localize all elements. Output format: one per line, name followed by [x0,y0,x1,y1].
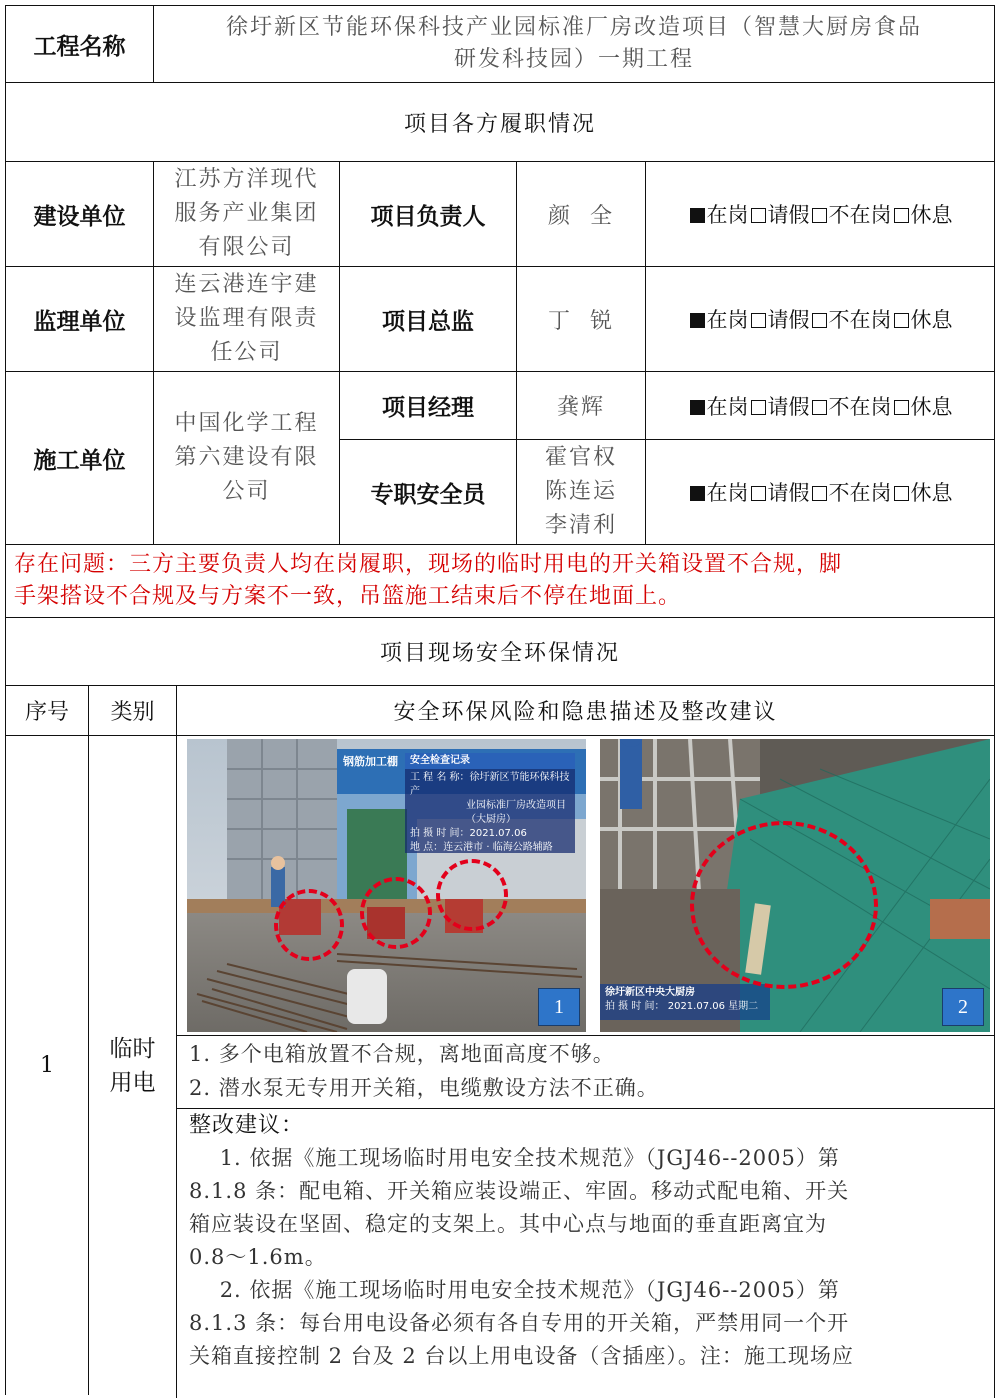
construction-unit-name [153,161,340,267]
stamp-project-label: 工 程 名 称： [410,772,470,783]
status-option: 在岗 [706,203,749,227]
supervision-unit-name-line: 连云港连宇建 [174,272,319,297]
construction-unit-name-line: 有限公司 [198,235,295,260]
safety-person: 李清利 [544,513,617,538]
construction-unit-name-line: 服务产业集团 [174,201,319,226]
checked-box-icon [690,208,705,223]
header-no: 序号 [5,685,89,736]
construction-status [645,161,995,267]
unchecked-box-icon [894,208,909,223]
photo-1-sign: 钢筋加工棚 [343,755,398,768]
project-name-line1: 徐圩新区节能环保科技产业园标准厂房改造项目（智慧大厨房食品 [225,15,922,40]
site-photo-2 [600,739,990,1032]
issue-line: 2. 潜水泵无专用开关箱，电缆敷设方法不正确。 [189,1076,659,1100]
status-option: 请假 [767,394,810,419]
photo-2-stamp [600,984,770,1020]
issue-line: 1. 多个电箱放置不合规，离地面高度不够。 [189,1042,615,1066]
contractor-unit-name [153,371,340,545]
problems-line: 手架搭设不合规及与方案不一致，吊篮施工结束后不停在地面上。 [14,584,682,609]
construction-unit-name-line: 江苏方洋现代 [174,167,319,192]
hazard-circle [274,889,344,961]
construction-unit-label: 建设单位 [5,161,154,267]
stamp-place-value: 连云港市 · 临海公路辅路 [443,842,553,853]
unchecked-box-icon [812,313,827,328]
unchecked-box-icon [894,400,909,415]
supervision-unit-name [153,266,340,372]
status-option: 在岗 [706,481,749,505]
construction-person: 颜 全 [516,161,646,267]
supervision-unit-name-line: 设监理有限责 [174,306,319,331]
hazard-circle [436,859,508,931]
checked-box-icon [690,313,705,328]
project-name-label: 工程名称 [5,5,154,83]
stamp-time: 拍 摄 时 间： 2021.07.06 星期二 [605,1001,759,1012]
stamp-project [410,771,570,799]
photo-1-number-tag: 1 [538,988,580,1026]
safety-person: 霍官权 [544,445,617,470]
project-name-line2: 研发科技园）一期工程 [453,47,694,72]
hazard-circle [690,821,878,989]
supervision-status [645,266,995,372]
advice-line: 2. 依据《施工现场临时用电安全技术规范》（JGJ46--2005）第 [189,1278,840,1302]
unchecked-box-icon [751,208,766,223]
problems-line: 存在问题：三方主要负责人均在岗履职，现场的临时用电的开关箱设置不合规，脚 [14,552,843,577]
contractor-safety-role: 专职安全员 [339,439,517,545]
site-photo-1 [187,739,586,1032]
status-option: 请假 [767,481,810,505]
status-option: 休息 [910,308,953,332]
status-option: 不在岗 [828,203,892,227]
unchecked-box-icon [751,486,766,501]
contractor-safety-people [516,439,646,545]
unchecked-box-icon [751,313,766,328]
status-option: 休息 [910,203,953,227]
stamp-project-line: 徐圩新区节能环保科技产 [410,772,570,797]
supervision-role: 项目总监 [339,266,517,372]
header-description: 安全环保风险和隐患描述及整改建议 [176,685,995,736]
construction-role: 项目负责人 [339,161,517,267]
unchecked-box-icon [751,400,766,415]
safety-person: 陈连运 [544,479,617,504]
stamp-time-label: 拍 摄 时 间： [410,828,470,839]
stamp-time [410,827,570,841]
stamp-time-value: 2021.07.06 [469,828,527,839]
stamp-project-line: （大厨房） [466,814,516,825]
photo-2-number-tag: 2 [942,988,984,1026]
advice-line: 箱应装设在坚固、稳定的支架上。其中心点与地面的垂直距离宜为 [189,1212,827,1236]
advice-line: 1. 依据《施工现场临时用电安全技术规范》（JGJ46--2005）第 [189,1146,840,1170]
supervision-unit-name-line: 任公司 [210,340,283,365]
status-option: 在岗 [706,394,749,419]
advice-text [189,1109,989,1373]
advice-line: 关箱直接控制 2 台及 2 台以上用电设备（含插座）。注：施工现场应 [189,1344,854,1368]
status-option: 不在岗 [828,394,892,419]
item-number: 1 [5,735,89,1395]
stamp-title: 安全检查记录 [405,753,575,769]
status-option: 在岗 [706,308,749,332]
unchecked-box-icon [894,486,909,501]
checked-box-icon [690,486,705,501]
unchecked-box-icon [812,400,827,415]
hazard-circle [360,877,432,949]
checked-box-icon [690,400,705,415]
safety-section-title: 项目现场安全环保情况 [5,617,995,686]
contractor-unit-name-line: 公司 [222,479,271,504]
contractor-manager-person: 龚辉 [516,371,646,440]
status-option: 请假 [767,203,810,227]
category-line: 临时 [109,1035,156,1062]
issues-text [189,1037,659,1105]
contractor-unit-name-line: 第六建设有限 [174,445,319,470]
status-option: 不在岗 [828,308,892,332]
status-option: 不在岗 [828,481,892,505]
unchecked-box-icon [812,486,827,501]
stamp-place-label: 地 点： [410,842,444,853]
photo-1-stamp [405,753,575,853]
status-option: 休息 [910,394,953,419]
status-option: 请假 [767,308,810,332]
supervision-unit-label: 监理单位 [5,266,154,372]
item-category [88,735,177,1395]
supervision-person: 丁 锐 [516,266,646,372]
unchecked-box-icon [894,313,909,328]
contractor-manager-status [645,371,995,440]
category-line: 用电 [109,1069,156,1096]
contractor-unit-name-line: 中国化学工程 [174,411,319,436]
advice-title: 整改建议： [189,1113,305,1138]
unchecked-box-icon [812,208,827,223]
problems-text [5,544,995,618]
stamp-project-line: 业园标准厂房改造项目 [466,800,566,811]
advice-line: 0.8～1.6m。 [189,1245,327,1269]
stamp-title: 徐圩新区中央大厨房 [605,987,695,998]
advice-line: 8.1.8 条：配电箱、开关箱应装设端正、牢固。移动式配电箱、开关 [189,1179,850,1203]
contractor-manager-role: 项目经理 [339,371,517,440]
contractor-safety-status [645,439,995,545]
inspection-form [5,5,995,1387]
project-name-value [153,5,995,83]
stamp-place [410,841,570,855]
contractor-unit-label: 施工单位 [5,371,154,545]
header-category: 类别 [88,685,177,736]
status-option: 休息 [910,481,953,505]
advice-line: 8.1.3 条：每台用电设备必须有各自专用的开关箱，严禁用同一个开 [189,1311,850,1335]
duties-section-title: 项目各方履职情况 [5,82,995,162]
